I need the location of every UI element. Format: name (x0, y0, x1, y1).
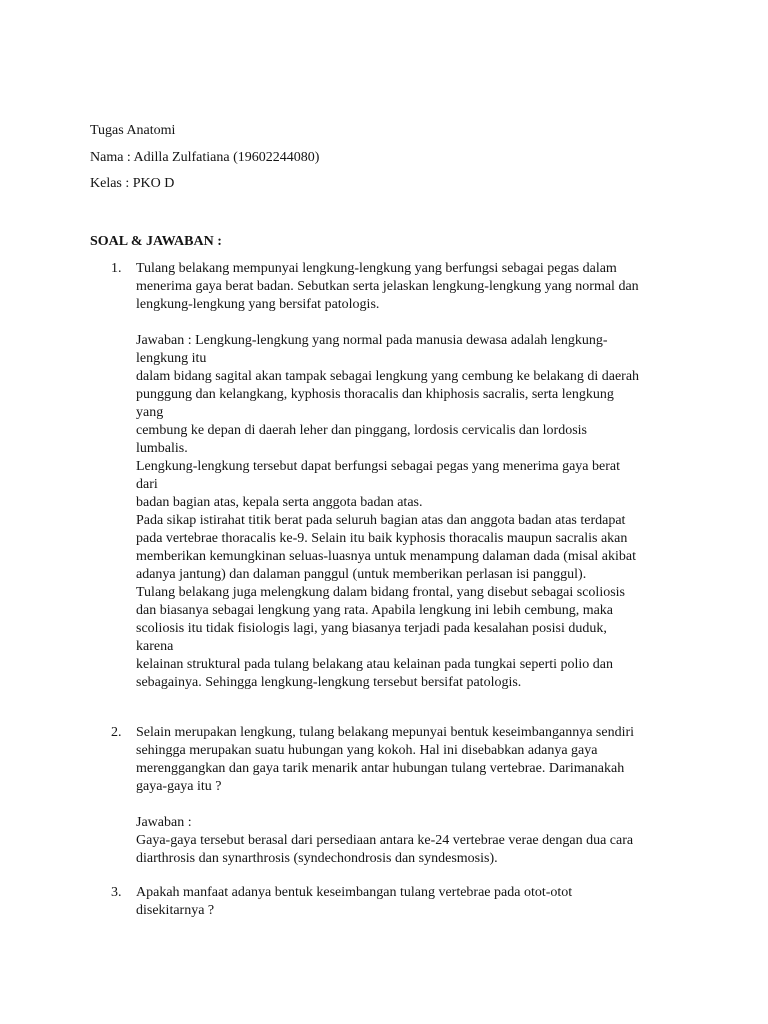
answer-line: Lengkung-lengkung tersebut dapat berfungsi sebagai pegas yang menerima gaya berat (136, 459, 620, 474)
answer-line: Jawaban : (136, 815, 192, 830)
answer-line: lengkung itu (136, 351, 207, 366)
student-name: Nama : Adilla Zulfatiana (19602244080) (90, 150, 320, 165)
answer-line: badan bagian atas, kepala serta anggota badan atas. (136, 495, 423, 510)
answer-line: adanya jantung) dan dalaman panggul (untuk memberikan perlasan isi panggul). (136, 567, 587, 582)
answer-line: dan biasanya sebagai lengkung yang rata. Apabila lengkung ini lebih cembung, maka (136, 603, 614, 618)
question-text (136, 260, 688, 314)
answer-line: Gaya-gaya tersebut berasal dari persediaan antara ke-24 vertebrae verae dengan dua cara (136, 833, 634, 848)
assignment-title: Tugas Anatomi (90, 123, 176, 138)
answer-line: memberikan kemungkinan seluas-luasnya untuk menampung dalaman dada (misal akibat (136, 549, 636, 564)
answer-line: punggung dan kelangkang, kyphosis thoracalis dan khiphosis sacralis, serta lengkung (136, 387, 614, 402)
question-line: lengkung-lengkung yang bersifat patologis. (136, 297, 380, 312)
answer-line: diarthrosis dan synarthrosis (syndechondrosis dan syndesmosis). (136, 851, 498, 866)
question-line: merenggangkan dan gaya tarik menarik antar hubungan tulang vertebrae. Darimanakah (136, 761, 625, 776)
answer-line: Pada sikap istirahat titik berat pada seluruh bagian atas dan anggota badan atas terdapat (136, 513, 626, 528)
answer-line: yang (136, 405, 164, 420)
answer-text (136, 332, 688, 692)
answer-line: pada vertebrae thoracalis ke-9. Selain itu baik kyphosis thoracalis maupun sacralis akan (136, 531, 628, 546)
answer-line: kelainan struktural pada tulang belakang atau kelainan pada tungkai seperti polio dan (136, 657, 613, 672)
answer-line: Jawaban : Lengkung-lengkung yang normal pada manusia dewasa adalah lengkung- (136, 333, 608, 348)
question-line: Selain merupakan lengkung, tulang belakang mepunyai bentuk keseimbangannya sendiri (136, 725, 635, 740)
answer-line: lumbalis. (136, 441, 188, 456)
answer-line: sebagainya. Sehingga lengkung-lengkung tersebut bersifat patologis. (136, 675, 522, 690)
question-line: gaya-gaya itu ? (136, 779, 222, 794)
answer-line: scoliosis itu tidak fisiologis lagi, yang biasanya terjadi pada kesalahan posisi duduk, (136, 621, 607, 636)
question-line: menerima gaya berat badan. Sebutkan serta jelaskan lengkung-lengkung yang normal dan (136, 279, 639, 294)
student-class: Kelas : PKO D (90, 176, 175, 191)
question-line: Tulang belakang mempunyai lengkung-lengkung yang berfungsi sebagai pegas dalam (136, 261, 617, 276)
question-text (136, 884, 688, 920)
answer-line: dari (136, 477, 158, 492)
question-line: sehingga merupakan suatu hubungan yang kokoh. Hal ini disebabkan adanya gaya (136, 743, 598, 758)
answer-text (136, 814, 688, 868)
question-line: disekitarnya ? (136, 903, 215, 918)
question-line: Apakah manfaat adanya bentuk keseimbangan tulang vertebrae pada otot-otot (136, 885, 573, 900)
answer-line: karena (136, 639, 174, 654)
section-heading: SOAL & JAWABAN : (90, 234, 222, 249)
question-number: 3. (111, 885, 122, 900)
question-text (136, 724, 688, 796)
question-number: 1. (111, 261, 122, 276)
question-number: 2. (111, 725, 122, 740)
answer-line: cembung ke depan di daerah leher dan pinggang, lordosis cervicalis dan lordosis (136, 423, 587, 438)
answer-line: dalam bidang sagital akan tampak sebagai lengkung yang cembung ke belakang di daerah (136, 369, 640, 384)
answer-line: Tulang belakang juga melengkung dalam bidang frontal, yang disebut sebagai scoliosis (136, 585, 625, 600)
